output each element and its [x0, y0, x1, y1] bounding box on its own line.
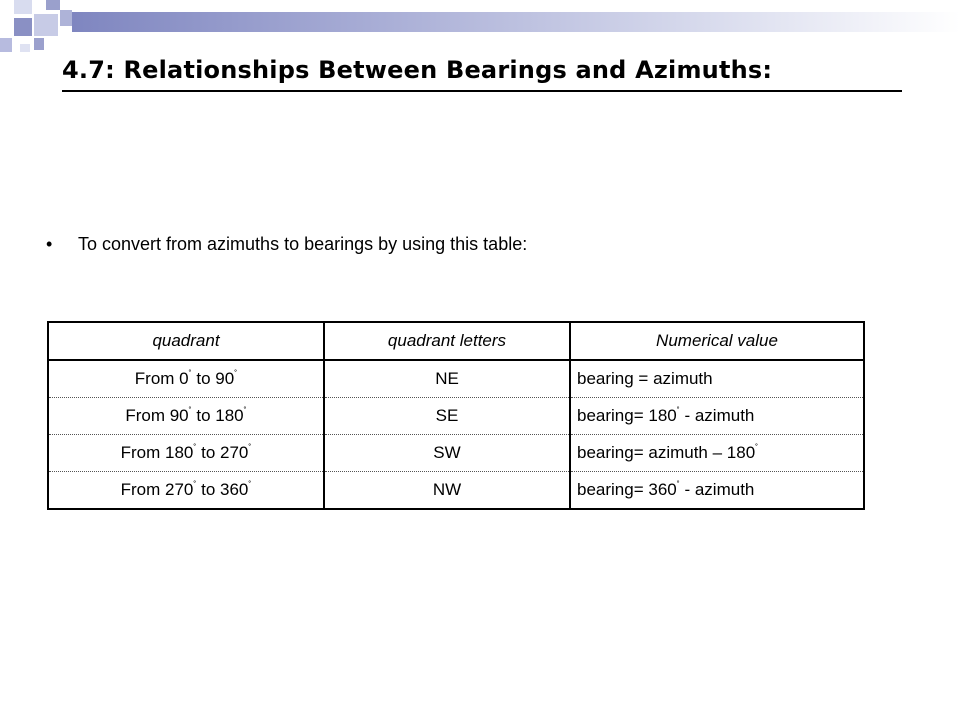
quadrant-cell [48, 360, 324, 398]
decor-square [20, 44, 30, 52]
quadrant-start: From 90 [125, 406, 189, 425]
quadrant-letters-cell: SW [324, 435, 570, 472]
bullet-item [46, 234, 527, 255]
degree-symbol: ˚ [243, 406, 247, 416]
numerical-value-cell [570, 435, 864, 472]
decor-square [34, 38, 44, 50]
quadrant-start: From 0 [134, 369, 189, 388]
value-text-tail: - azimuth [679, 480, 755, 499]
decor-square [46, 0, 60, 10]
quadrant-cell [48, 472, 324, 510]
degree-symbol: ˚ [248, 443, 252, 453]
degree-symbol: ˚ [193, 480, 197, 490]
table-row [48, 435, 864, 472]
degree-symbol: ˚ [188, 369, 192, 379]
numerical-value-cell [570, 472, 864, 510]
quadrant-start: From 270 [120, 480, 194, 499]
conversion-table [47, 321, 865, 510]
title-underline [62, 90, 902, 92]
degree-symbol: ˚ [234, 369, 238, 379]
decor-square [14, 18, 32, 36]
numerical-value-cell [570, 360, 864, 398]
bullet-text: To convert from azimuths to bearings by using this table: [78, 234, 528, 254]
quadrant-letters-cell: SE [324, 398, 570, 435]
quadrant-start: From 180 [120, 443, 194, 462]
quadrant-end: to 180 [191, 406, 244, 425]
quadrant-letters-cell: NE [324, 360, 570, 398]
quadrant-end: to 90 [191, 369, 235, 388]
header-quadrant-letters: quadrant letters [324, 322, 570, 360]
header-gradient-bar [72, 12, 960, 32]
header-numerical-value: Numerical value [570, 322, 864, 360]
decor-square [0, 38, 12, 52]
degree-symbol: ˚ [188, 406, 192, 416]
value-text: bearing = azimuth [577, 369, 713, 388]
header-quadrant: quadrant [48, 322, 324, 360]
value-text: bearing= azimuth – 180 [577, 443, 756, 462]
quadrant-letters-cell: NW [324, 472, 570, 510]
degree-symbol: ˚ [193, 443, 197, 453]
decor-square [14, 0, 32, 14]
quadrant-end: to 360 [196, 480, 249, 499]
degree-symbol: ˚ [676, 406, 680, 416]
quadrant-cell [48, 435, 324, 472]
value-text-tail: - azimuth [679, 406, 755, 425]
table-row [48, 360, 864, 398]
degree-symbol: ˚ [755, 443, 759, 453]
corner-decoration [0, 0, 80, 60]
degree-symbol: ˚ [676, 480, 680, 490]
degree-symbol: ˚ [248, 480, 252, 490]
slide-title: 4.7: Relationships Between Bearings and Azimuths: [62, 56, 773, 84]
quadrant-end: to 270 [196, 443, 249, 462]
table-header-row [48, 322, 864, 360]
table-row [48, 398, 864, 435]
bullet-symbol: • [46, 234, 53, 254]
decor-square [60, 10, 72, 26]
value-text: bearing= 180 [577, 406, 677, 425]
numerical-value-cell [570, 398, 864, 435]
decor-square [34, 14, 58, 36]
table-row [48, 472, 864, 510]
value-text: bearing= 360 [577, 480, 677, 499]
quadrant-cell [48, 398, 324, 435]
